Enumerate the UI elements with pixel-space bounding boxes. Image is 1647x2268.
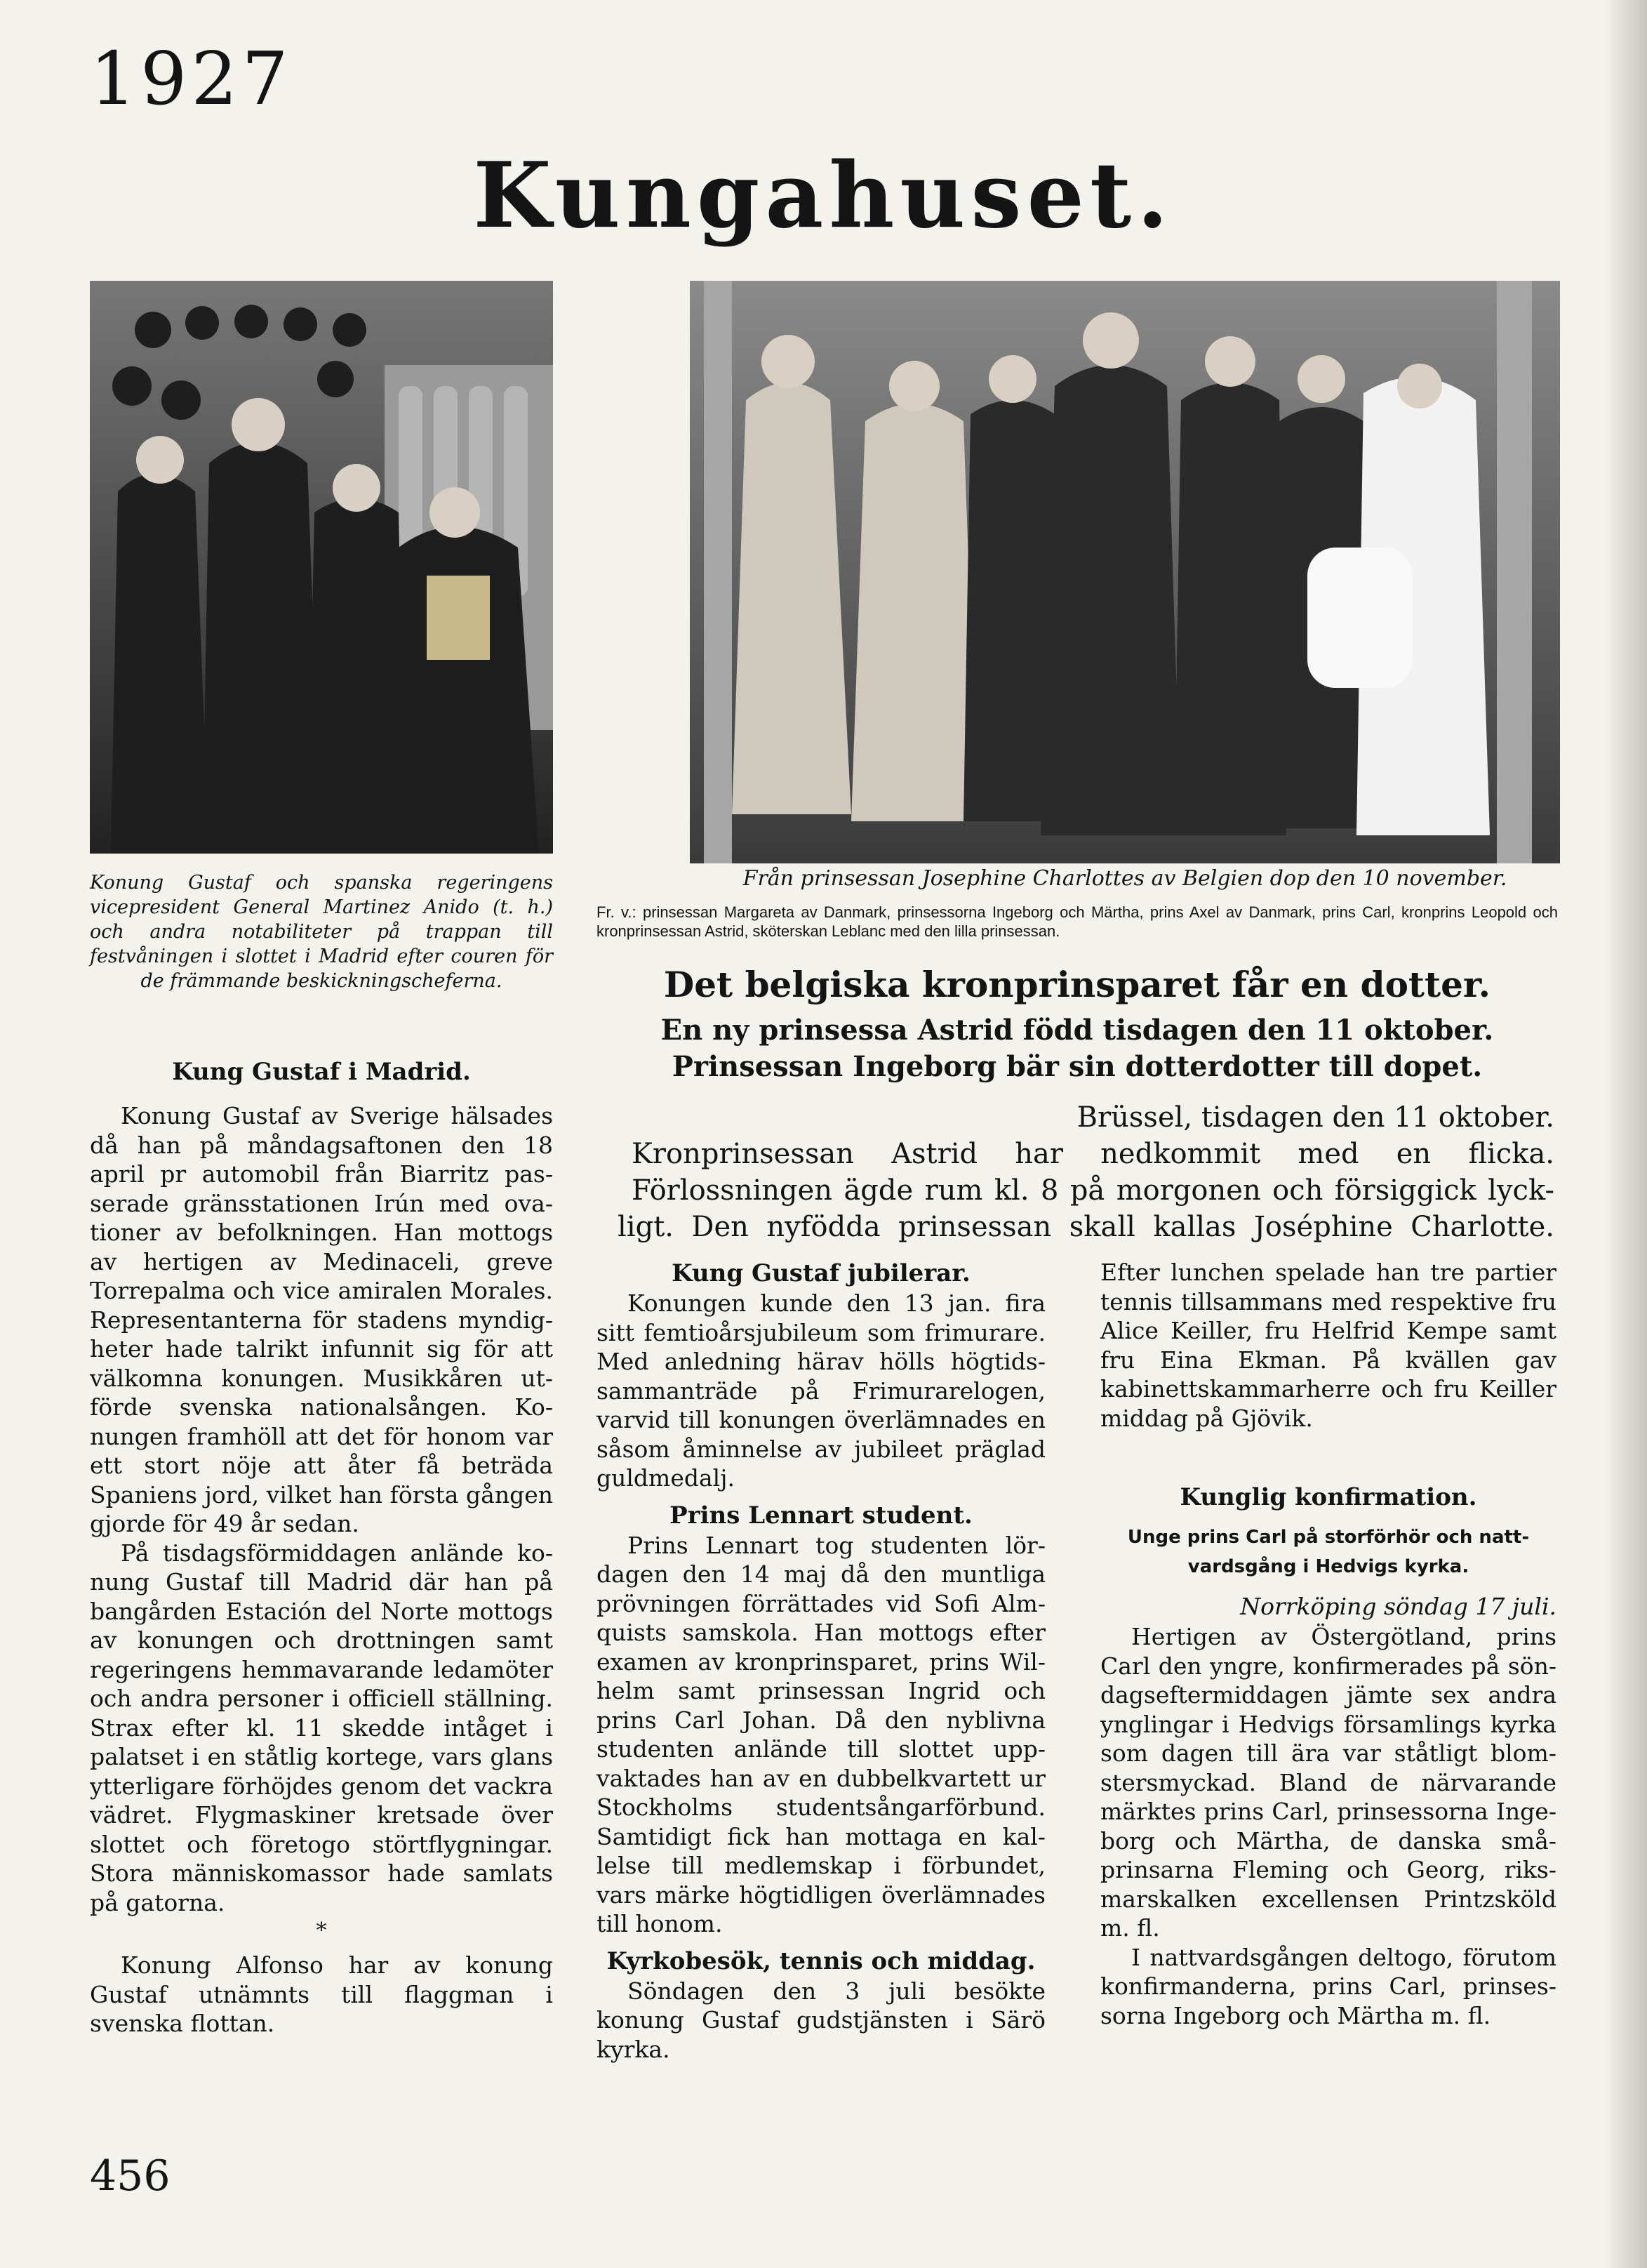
belgian-lead-text [618,1099,1554,1245]
column-right [1100,1258,1556,2030]
paragraph: Hertigen av Östergötland, prins Carl den yngre, konfirmerades på söndagseftermiddagen jämte sex andra ynglingar i Hedvigs församlings kyrka som dagen till ära var ståtligt blomstersmyckad. Bland de närvarande märktes prins Carl, prinsessorna Ingeborg och Märtha, de danska småprinsarna Fleming och Georg, riksmarskalken excellensen Printzsköld m. fl. [1100,1623,1556,1942]
paragraph: Söndagen den 3 juli besökte konung Gustaf gudstjänsten i Särö kyrka. [596,1977,1046,2063]
separator-star: * [316,1918,327,1943]
paragraph: Konungen kunde den 13 jan. fira sitt femtioårsjubileum som frimurare. Med anledning härav hölls högtidssammanträde på Frimurarelogen, varvid till konungen överlämnades en såsom åminnelse av jubileet präglad guldmedalj. [596,1289,1046,1492]
heading-kyrkobesok: Kyrkobesök, tennis och middag. [606,1947,1036,1975]
page-number: 456 [90,2151,171,2201]
page-title: Kungahuset. [473,143,1174,248]
article-jubilee [596,1289,1046,1493]
paragraph: Efter lunchen spelade han tre partier tennis tillsammans med respektive fru Alice Keiller, fru Helfrid Kempe samt fru Eina Ekman. På kvällen gav kabinettskammarherre och fru Keiller middag på Gjövik. [1100,1259,1556,1432]
page-edge-shadow [1605,0,1647,2268]
photo-king-gustaf-madrid [90,281,553,854]
lead-line: Brüssel, tisdagen den 11 oktober. [1076,1101,1554,1134]
heading-kung-gustaf-jubilerar: Kung Gustaf jubilerar. [672,1259,971,1287]
column-left [90,1056,553,2038]
subheading-konfirmation: Unge prins Carl på storförhör och nattvardsgång i Hedvigs kyrka. [1127,1527,1530,1577]
caption-left-photo: Konung Gustaf och spanska regeringens vicepresident General Martinez Anido (t. h.) och andra notabiliteter på trappan till festvåningen i slottet i Madrid efter couren för de främmande beskickningscheferna. [90,872,553,992]
lead-line: Kronprinsessan Astrid har nedkommit med en flicka. [632,1138,1554,1170]
article-church [596,1977,1046,2064]
caption-right-names: Fr. v.: prinsessan Margareta av Danmark, prinsessorna Ingeborg och Märtha, prins Axel av Danmark, prins Carl, kronprins Leopold och kronprinsessan Astrid, sköterskan Leblanc med den lilla prinsessan. [596,903,1558,940]
paragraph: I nattvardsgången deltogo, förutom konfirmanderna, prins Carl, prinsessorna Ingeborg och Märtha m. fl. [1100,1943,1556,2029]
article-madrid-alfonso [90,1951,553,2038]
paragraph: Konung Gustaf av Sverige hälsades då han på måndagsaftonen den 18 april pr automobil från Biarritz passerade gränsstationen Irún med ovationer av befolkningen. Han mottogs av hertigen av Medinaceli, greve Torrepalma och vice amiralen Morales. Representanterna för stadens myndigheter hade talrikt infunnit sig för att välkomna konungen. Musikkåren utförde svenska nationalsången. Konungen framhöll att det för honom var ett stort nöje att åter få beträda Spaniens jord, vilket han första gången gjorde för 49 år sedan. [90,1102,553,1537]
heading-kunglig-konfirmation: Kunglig konfirmation. [1180,1483,1477,1511]
article-madrid [90,1101,553,1917]
subheadline-ingeborg-baptism: Prinsessan Ingeborg bär sin dotterdotter till dopet. [672,1050,1483,1083]
heading-prins-lennart-student: Prins Lennart student. [669,1501,973,1530]
paragraph: På tisdagsförmiddagen anlände konung Gustaf till Madrid där han på bangården Estación del Norte mottogs av konungen och drottningen samt regeringens hemmavarande ledamöter och andra personer i officiell ställning. Strax efter kl. 11 skedde intåget i palatset i en ståtlig kortege, vars glans ytterligare förhöjdes genom det vackra vädret. Flygmaskiner kretsade över slottet och företogo störtflygningar. Stora människomassor hade samlats på gatorna. [90,1539,553,1916]
article-church-continued [1100,1258,1556,1433]
article-confirmation [1100,1622,1556,2030]
paragraph: Konung Alfonso har av konung Gustaf utnämnts till flaggman i svenska flottan. [90,1951,553,2037]
lead-line: Förlossningen ägde rum kl. 8 på morgonen och försiggick lyck- [632,1174,1554,1207]
page-year: 1927 [90,36,293,121]
dateline-norrkoping: Norrköping söndag 17 juli. [1240,1593,1556,1620]
subheadline-astrid-born: En ny prinsessa Astrid född tisdagen den 11 oktober. [660,1014,1494,1047]
headline-belgian-daughter: Det belgiska kronprinsparet får en dotter. [663,964,1491,1005]
caption-right-title: Från prinsessan Josephine Charlottes av Belgien dop den 10 november. [742,866,1507,891]
paragraph: Prins Lennart tog studenten lördagen den 14 maj då den muntliga prövningen förrättades vid Sofi Almquists samskola. Han mottogs efter examen av kronprinsparet, prins Wilhelm samt prinsessan Ingrid och prins Carl Johan. Då den nyblivna studenten anlände till slottet uppvaktades han av en dubbelkvartett ur Stockholms studentsångarförbund. Samtidigt fick han mottaga en kallelse till medlemskap i förbundet, vars märke högtidligen överlämnades till honom. [596,1531,1046,1937]
photo-belgian-royal-family-baptism [690,281,1560,863]
photo-baptism-illustration [690,281,1560,863]
column-middle [596,1258,1046,2064]
photo-madrid-illustration [90,281,553,854]
article-lennart [596,1531,1046,1939]
lead-line: ligt. Den nyfödda prinsessan skall kallas Joséphine Charlotte. [618,1211,1554,1243]
heading-kung-gustaf-madrid: Kung Gustaf i Madrid. [172,1058,471,1086]
